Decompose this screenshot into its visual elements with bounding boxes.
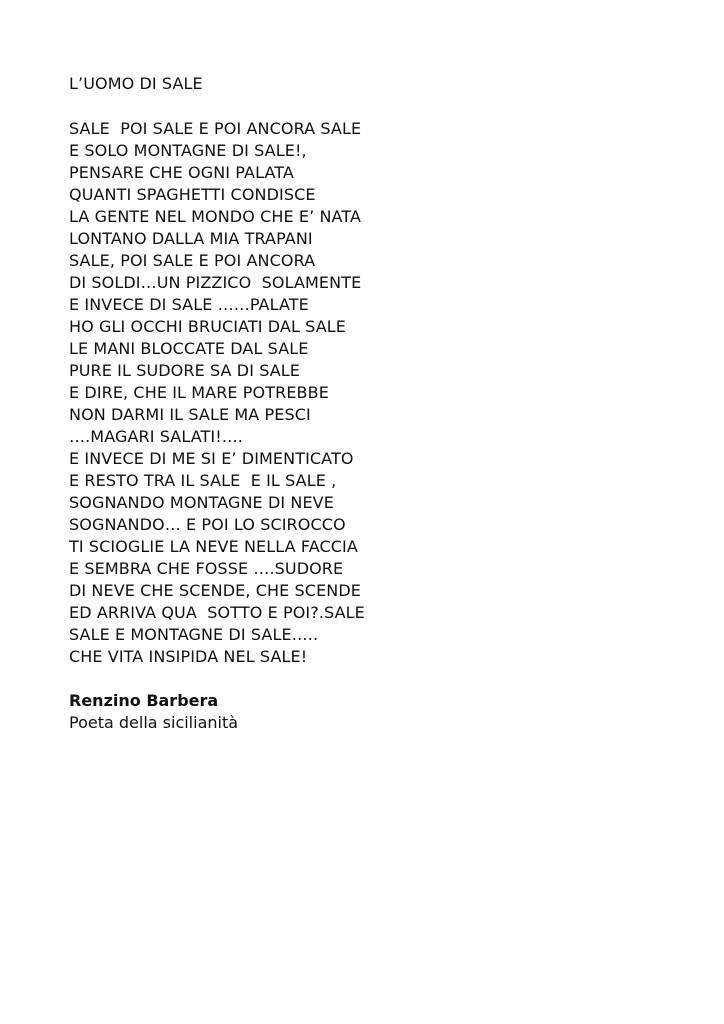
poem-line: SALE, POI SALE E POI ANCORA bbox=[69, 251, 316, 270]
poem-line: E INVECE DI ME SI E’ DIMENTICATO bbox=[69, 449, 354, 468]
poem-line: DI SOLDI…UN PIZZICO SOLAMENTE bbox=[69, 273, 362, 292]
poem-line: E SOLO MONTAGNE DI SALE!, bbox=[69, 141, 307, 160]
author-subtitle: Poeta della sicilianità bbox=[69, 713, 239, 732]
author-name: Renzino Barbera bbox=[69, 691, 219, 710]
poem-line: TI SCIOGLIE LA NEVE NELLA FACCIA bbox=[69, 537, 358, 556]
poem-title: L’UOMO DI SALE bbox=[69, 74, 203, 93]
poem-line: PURE IL SUDORE SA DI SALE bbox=[69, 361, 301, 380]
poem-line: LE MANI BLOCCATE DAL SALE bbox=[69, 339, 309, 358]
poem-line: SOGNANDO MONTAGNE DI NEVE bbox=[69, 493, 334, 512]
poem-line: ED ARRIVA QUA SOTTO E POI?.SALE bbox=[69, 603, 365, 622]
poem-line: ….MAGARI SALATI!…. bbox=[69, 427, 243, 446]
poem-line: E INVECE DI SALE ……PALATE bbox=[69, 295, 309, 314]
poem-line: SOGNANDO… E POI LO SCIROCCO bbox=[69, 515, 346, 534]
poem-line: DI NEVE CHE SCENDE, CHE SCENDE bbox=[69, 581, 361, 600]
poem-line: SALE E MONTAGNE DI SALE….. bbox=[69, 625, 319, 644]
poem-line: LA GENTE NEL MONDO CHE E’ NATA bbox=[69, 207, 362, 226]
poem-line: SALE POI SALE E POI ANCORA SALE bbox=[69, 119, 362, 138]
poem-line: LONTANO DALLA MIA TRAPANI bbox=[69, 229, 313, 248]
document-page bbox=[69, 74, 689, 734]
poem-body bbox=[69, 118, 689, 668]
poem-line: QUANTI SPAGHETTI CONDISCE bbox=[69, 185, 316, 204]
poem-line: CHE VITA INSIPIDA NEL SALE! bbox=[69, 647, 308, 666]
poem-line: PENSARE CHE OGNI PALATA bbox=[69, 163, 294, 182]
poem-line: E SEMBRA CHE FOSSE ….SUDORE bbox=[69, 559, 344, 578]
poem-line: E RESTO TRA IL SALE E IL SALE , bbox=[69, 471, 337, 490]
poem-line: HO GLI OCCHI BRUCIATI DAL SALE bbox=[69, 317, 346, 336]
poem-line: E DIRE, CHE IL MARE POTREBBE bbox=[69, 383, 329, 402]
poem-line: NON DARMI IL SALE MA PESCI bbox=[69, 405, 311, 424]
